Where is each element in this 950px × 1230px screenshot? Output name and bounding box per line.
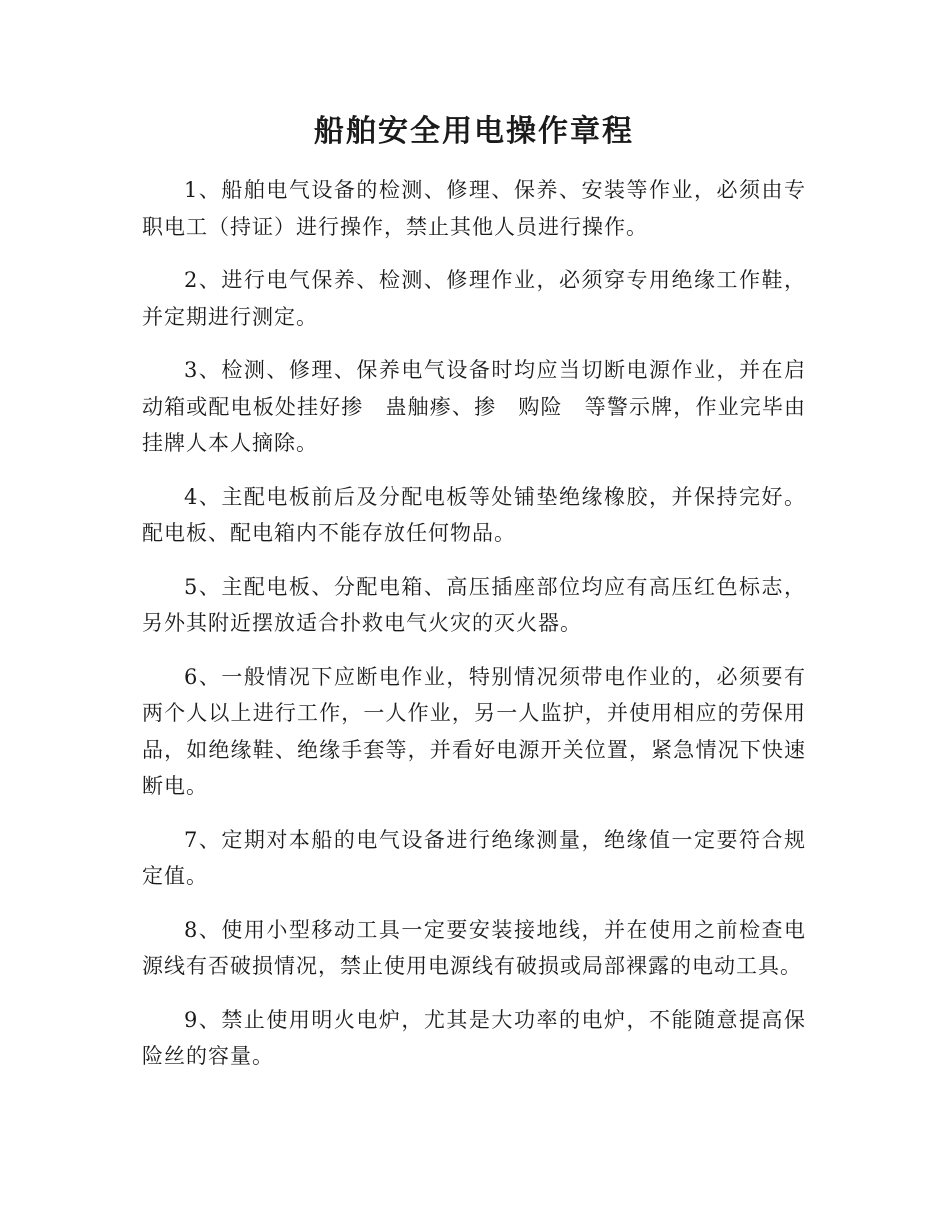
paragraph-6: 6、一般情况下应断电作业，特别情况须带电作业的，必须要有两个人以上进行工作，一人作业，另一人监护，并使用相应的劳保用品，如绝缘鞋、绝缘手套等，并看好电源开关位置，紧急情况下快速断电。 [142,664,806,798]
paragraph-7: 7、定期对本船的电气设备进行绝缘测量，绝缘值一定要符合规定值。 [142,827,806,888]
paragraph-2: 2、进行电气保养、检测、修理作业，必须穿专用绝缘工作鞋，并定期进行测定。 [142,268,806,329]
document-body [142,172,806,1075]
paragraph-4: 4、主配电板前后及分配电板等处铺垫绝缘橡胶，并保持完好。配电板、配电箱内不能存放任何物品。 [142,484,806,545]
paragraph-1: 1、船舶电气设备的检测、修理、保养、安装等作业，必须由专职电工（持证）进行操作，禁止其他人员进行操作。 [142,178,806,239]
document-title: 船舶安全用电操作章程 [314,114,634,149]
paragraph-3: 3、检测、修理、保养电气设备时均应当切断电源作业，并在启动箱或配电板处挂好掺 蛊舳瘆、掺 购险 等警示牌，作业完毕由挂牌人本人摘除。 [142,358,806,455]
paragraph-9: 9、禁止使用明火电炉，尤其是大功率的电炉，不能随意提高保险丝的容量。 [142,1007,806,1068]
paragraph-5: 5、主配电板、分配电箱、高压插座部位均应有高压红色标志，另外其附近摆放适合扑救电气火灾的灭火器。 [142,574,806,635]
paragraph-8: 8、使用小型移动工具一定要安装接地线，并在使用之前检查电源线有否破损情况，禁止使用电源线有破损或局部裸露的电动工具。 [142,917,806,978]
